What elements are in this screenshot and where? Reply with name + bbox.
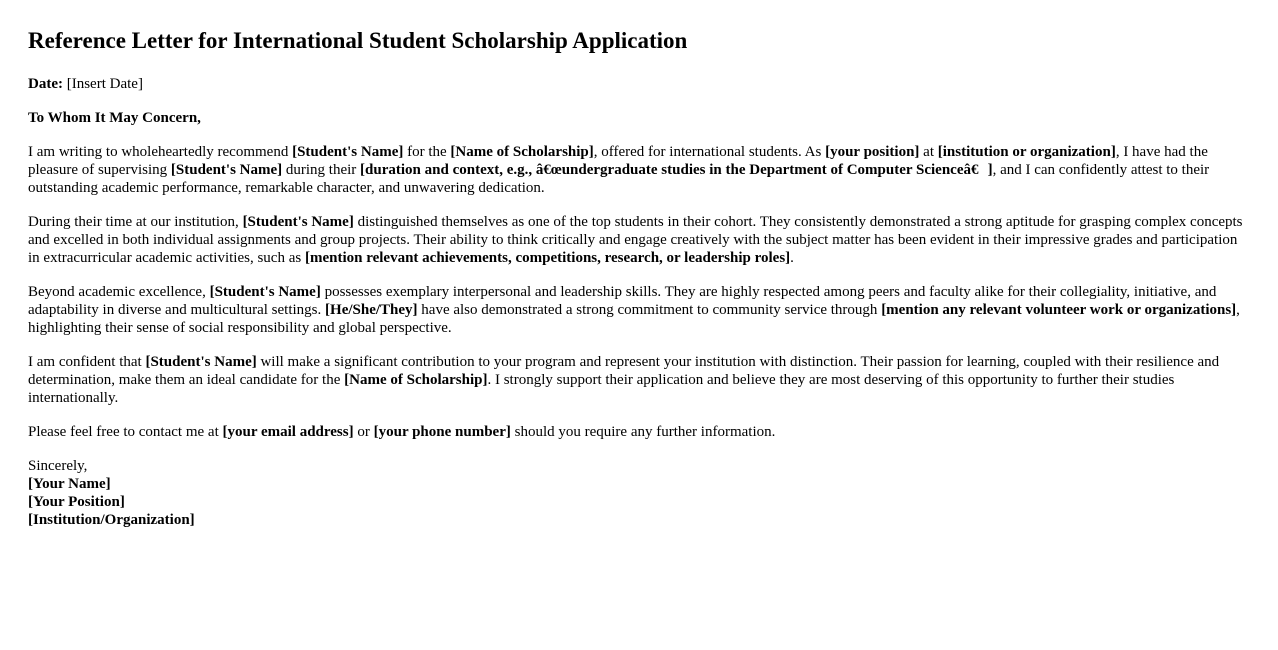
closing: Sincerely, [28,458,88,474]
placeholder-student-name: [Student's Name] [209,284,321,300]
text: , offered for international students. As [593,144,826,160]
placeholder-duration-context: [duration and context, e.g., â€œundergraduate studies in the Department of Computer Scienceâ€] [360,162,993,178]
text: , I have had the pleasure of supervising [28,144,1208,178]
paragraph-character [28,283,1252,337]
text: will make a significant contribution to your program and represent your institution with distinction. Their passion for learning, coupled with their resilience and determination, make them an ideal candidate for the [28,354,1220,388]
placeholder-institution: [institution or organization] [937,144,1116,160]
paragraph-introduction [28,143,1252,197]
date-value: [Insert Date] [62,76,143,92]
text: or [353,424,374,440]
date-line [28,75,1252,93]
text: Beyond academic excellence, [28,284,210,300]
placeholder-your-position: [Your Position] [28,494,125,510]
text: distinguished themselves as one of the top students in their cohort. They consistently demonstrated a strong aptitude for grasping complex concepts and excelled in both individual assignments and group projects. Their ability to think critically and engage creatively with the subject matter has been evident in their impressive grades and participation in extracurricular academic activities, such as [28,214,1243,266]
signer-name [28,475,1252,493]
placeholder-achievements: [mention relevant achievements, competitions, research, or leadership roles] [304,250,791,266]
placeholder-email: [your email address] [222,424,354,440]
date-label: Date: [28,76,63,92]
text: for the [403,144,451,160]
signature-block [28,457,1252,529]
signer-institution [28,511,1252,529]
placeholder-volunteer-work: [mention any relevant volunteer work or organizations] [881,302,1237,318]
placeholder-student-name: [Student's Name] [292,144,404,160]
placeholder-student-name: [Student's Name] [242,214,354,230]
placeholder-phone: [your phone number] [373,424,511,440]
placeholder-your-position: [your position] [825,144,920,160]
text: . I strongly support their application and believe they are most deserving of this opportunity to further their studies internationally. [28,372,1175,406]
salutation [28,109,1252,127]
placeholder-student-name: [Student's Name] [170,162,283,178]
letter-document [28,26,1252,529]
text: possesses exemplary interpersonal and leadership skills. They are highly respected among peers and faculty alike for their collegiality, initiative, and adaptability in diverse and multicultural settings. [28,284,1217,318]
placeholder-scholarship-name: [Name of Scholarship] [344,372,488,388]
text: During their time at our institution, [28,214,243,230]
paragraph-academics [28,213,1252,267]
placeholder-pronoun: [He/She/They] [325,302,418,318]
text: I am confident that [28,354,146,370]
placeholder-your-name: [Your Name] [28,476,111,492]
text: , and I can confidently attest to their outstanding academic performance, remarkable character, and unwavering dedication. [28,162,1210,196]
placeholder-scholarship-name: [Name of Scholarship] [450,144,594,160]
paragraph-conclusion [28,353,1252,407]
text: , highlighting their sense of social responsibility and global perspective. [28,302,1240,336]
text: at [919,144,938,160]
text: should you require any further information. [510,424,776,440]
text: have also demonstrated a strong commitment to community service through [417,302,882,318]
text: . [790,250,794,266]
placeholder-student-name: [Student's Name] [145,354,257,370]
signer-position [28,493,1252,511]
text: during their [282,162,361,178]
placeholder-institution: [Institution/Organization] [28,512,195,528]
salutation-text: To Whom It May Concern, [28,110,201,126]
text: Please feel free to contact me at [28,424,223,440]
text: I am writing to wholeheartedly recommend [28,144,293,160]
document-title: Reference Letter for International Student Scholarship Application [28,28,688,53]
paragraph-contact [28,423,1252,441]
